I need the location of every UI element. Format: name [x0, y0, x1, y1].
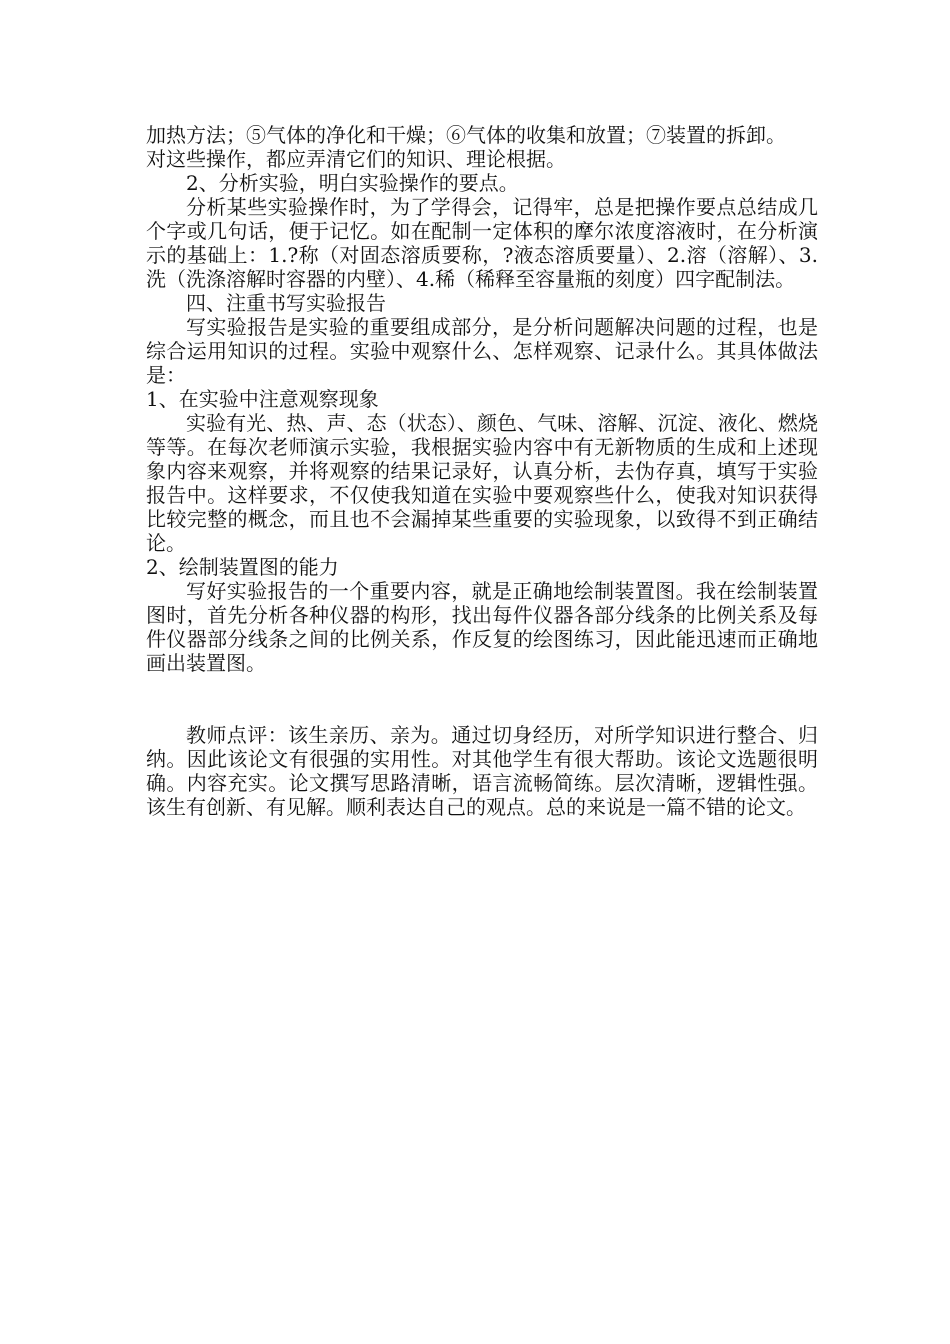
paragraph: 实验有光、热、声、态（状态）、颜色、气味、溶解、沉淀、液化、燃烧等等。在每次老师演示实验，我根据实验内容中有无新物质的生成和上述现象内容来观察，并将观察的结果记录好，认真分析，去伪存真，填写于实验报告中。这样要求，不仅使我知道在实验中要观察些什么，使我对知识获得比较完整的概念，而且也不会漏掉某些重要的实验现象，以致得不到正确结论。 — [146, 411, 818, 555]
subsection-heading: 2、绘制装置图的能力 — [146, 555, 339, 579]
paragraph: 写实验报告是实验的重要组成部分，是分析问题解决问题的过程，也是综合运用知识的过程。实验中观察什么、怎样观察、记录什么。其具体做法是： — [146, 315, 818, 387]
document-body — [146, 123, 818, 819]
blank-space — [146, 675, 818, 723]
subsection-heading: 1、在实验中注意观察现象 — [146, 387, 379, 411]
section-heading: 2、分析实验，明白实验操作的要点。 — [186, 171, 519, 195]
paragraph: 分析某些实验操作时，为了学得会，记得牢，总是把操作要点总结成几个字或几句话，便于记忆。如在配制一定体积的摩尔浓度溶液时，在分析演示的基础上：1.?称（对固态溶质要称，?液态溶质要量）、2.溶（溶解）、3.洗（洗涤溶解时容器的内壁）、4.稀（稀释至容量瓶的刻度）四字配制法。 — [146, 195, 818, 291]
paragraph: 加热方法；⑤气体的净化和干燥；⑥气体的收集和放置；⑦装置的拆卸。 — [146, 123, 786, 147]
section-heading: 四、注重书写实验报告 — [186, 291, 386, 315]
paragraph: 对这些操作，都应弄清它们的知识、理论根据。 — [146, 147, 566, 171]
paragraph: 写好实验报告的一个重要内容，就是正确地绘制装置图。我在绘制装置图时，首先分析各种仪器的构形，找出每件仪器各部分线条的比例关系及每件仪器部分线条之间的比例关系，作反复的绘图练习，因此能迅速而正确地画出装置图。 — [146, 579, 818, 675]
teacher-comment: 教师点评：该生亲历、亲为。通过切身经历，对所学知识进行整合、归纳。因此该论文有很强的实用性。对其他学生有很大帮助。该论文选题很明确。内容充实。论文撰写思路清晰，语言流畅简练。层次清晰，逻辑性强。该生有创新、有见解。顺利表达自己的观点。总的来说是一篇不错的论文。 — [146, 723, 818, 819]
